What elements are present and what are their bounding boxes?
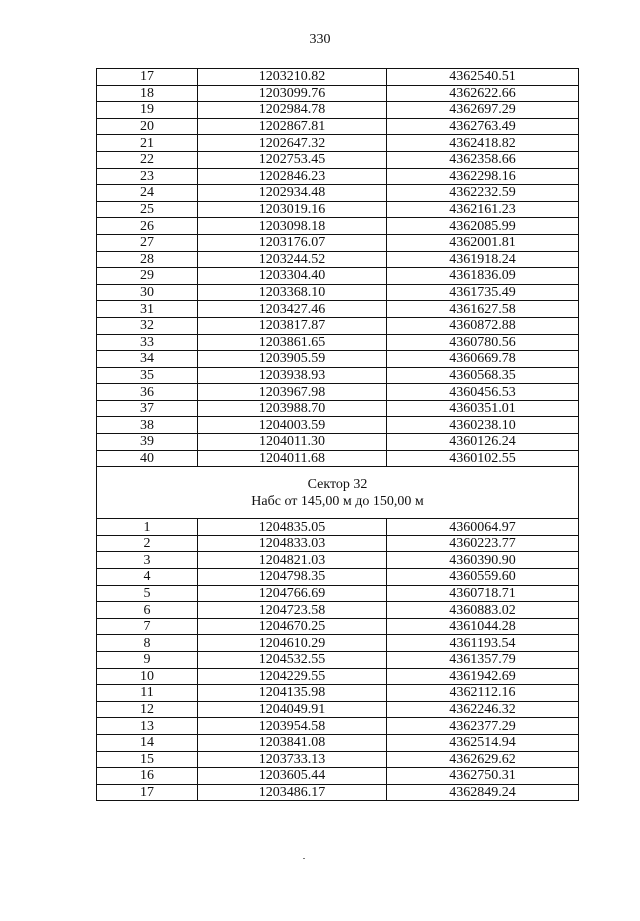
sector-header-cell [97, 467, 579, 519]
y-coordinate-cell: 4360780.56 [387, 334, 579, 351]
point-number-cell: 35 [97, 367, 198, 384]
point-number-cell: 7 [97, 618, 198, 635]
y-coordinate-cell: 4361627.58 [387, 301, 579, 318]
table-row [97, 618, 579, 635]
table-row [97, 434, 579, 451]
y-coordinate-cell: 4360238.10 [387, 417, 579, 434]
x-coordinate-cell: 1204011.30 [198, 434, 387, 451]
y-coordinate-cell: 4360883.02 [387, 602, 579, 619]
point-number-cell: 23 [97, 168, 198, 185]
coordinates-table-body [97, 69, 579, 801]
y-coordinate-cell: 4362418.82 [387, 135, 579, 152]
x-coordinate-cell: 1203019.16 [198, 201, 387, 218]
scan-speck [303, 858, 305, 859]
table-row [97, 367, 579, 384]
point-number-cell: 9 [97, 652, 198, 669]
point-number-cell: 14 [97, 734, 198, 751]
y-coordinate-cell: 4362085.99 [387, 218, 579, 235]
x-coordinate-cell: 1202846.23 [198, 168, 387, 185]
y-coordinate-cell: 4362001.81 [387, 234, 579, 251]
point-number-cell: 3 [97, 552, 198, 569]
table-row [97, 400, 579, 417]
x-coordinate-cell: 1203099.76 [198, 85, 387, 102]
y-coordinate-cell: 4362697.29 [387, 102, 579, 119]
x-coordinate-cell: 1203967.98 [198, 384, 387, 401]
table-row [97, 519, 579, 536]
y-coordinate-cell: 4361942.69 [387, 668, 579, 685]
coordinates-table [96, 68, 579, 801]
point-number-cell: 40 [97, 450, 198, 467]
point-number-cell: 11 [97, 685, 198, 702]
x-coordinate-cell: 1202984.78 [198, 102, 387, 119]
point-number-cell: 37 [97, 400, 198, 417]
x-coordinate-cell: 1203938.93 [198, 367, 387, 384]
point-number-cell: 8 [97, 635, 198, 652]
point-number-cell: 19 [97, 102, 198, 119]
x-coordinate-cell: 1203098.18 [198, 218, 387, 235]
table-row [97, 384, 579, 401]
y-coordinate-cell: 4362232.59 [387, 185, 579, 202]
y-coordinate-cell: 4360390.90 [387, 552, 579, 569]
point-number-cell: 21 [97, 135, 198, 152]
point-number-cell: 5 [97, 585, 198, 602]
x-coordinate-cell: 1204610.29 [198, 635, 387, 652]
point-number-cell: 38 [97, 417, 198, 434]
point-number-cell: 17 [97, 69, 198, 86]
x-coordinate-cell: 1203427.46 [198, 301, 387, 318]
x-coordinate-cell: 1202753.45 [198, 151, 387, 168]
x-coordinate-cell: 1203486.17 [198, 784, 387, 801]
x-coordinate-cell: 1204229.55 [198, 668, 387, 685]
y-coordinate-cell: 4360351.01 [387, 400, 579, 417]
y-coordinate-cell: 4360872.88 [387, 317, 579, 334]
x-coordinate-cell: 1203905.59 [198, 351, 387, 368]
x-coordinate-cell: 1203304.40 [198, 268, 387, 285]
table-row [97, 118, 579, 135]
table-row [97, 602, 579, 619]
table-row [97, 301, 579, 318]
table-row [97, 652, 579, 669]
y-coordinate-cell: 4362161.23 [387, 201, 579, 218]
y-coordinate-cell: 4360456.53 [387, 384, 579, 401]
x-coordinate-cell: 1203954.58 [198, 718, 387, 735]
table-row [97, 284, 579, 301]
table-row [97, 85, 579, 102]
table-row [97, 734, 579, 751]
y-coordinate-cell: 4362849.24 [387, 784, 579, 801]
point-number-cell: 17 [97, 784, 198, 801]
table-row [97, 351, 579, 368]
table-row [97, 751, 579, 768]
point-number-cell: 20 [97, 118, 198, 135]
table-row [97, 69, 579, 86]
y-coordinate-cell: 4362112.16 [387, 685, 579, 702]
table-row [97, 251, 579, 268]
table-row [97, 185, 579, 202]
table-row [97, 450, 579, 467]
point-number-cell: 26 [97, 218, 198, 235]
x-coordinate-cell: 1203605.44 [198, 768, 387, 785]
point-number-cell: 27 [97, 234, 198, 251]
y-coordinate-cell: 4360102.55 [387, 450, 579, 467]
y-coordinate-cell: 4362246.32 [387, 701, 579, 718]
table-row [97, 135, 579, 152]
x-coordinate-cell: 1204723.58 [198, 602, 387, 619]
table-row [97, 168, 579, 185]
table-row [97, 685, 579, 702]
x-coordinate-cell: 1204821.03 [198, 552, 387, 569]
y-coordinate-cell: 4360126.24 [387, 434, 579, 451]
y-coordinate-cell: 4362358.66 [387, 151, 579, 168]
x-coordinate-cell: 1204011.68 [198, 450, 387, 467]
point-number-cell: 12 [97, 701, 198, 718]
y-coordinate-cell: 4360223.77 [387, 535, 579, 552]
x-coordinate-cell: 1202867.81 [198, 118, 387, 135]
y-coordinate-cell: 4362298.16 [387, 168, 579, 185]
page-number: 330 [309, 32, 331, 47]
point-number-cell: 4 [97, 569, 198, 586]
x-coordinate-cell: 1203176.07 [198, 234, 387, 251]
y-coordinate-cell: 4360669.78 [387, 351, 579, 368]
point-number-cell: 36 [97, 384, 198, 401]
x-coordinate-cell: 1203244.52 [198, 251, 387, 268]
x-coordinate-cell: 1204670.25 [198, 618, 387, 635]
x-coordinate-cell: 1204798.35 [198, 569, 387, 586]
point-number-cell: 39 [97, 434, 198, 451]
table-row [97, 768, 579, 785]
x-coordinate-cell: 1203817.87 [198, 317, 387, 334]
y-coordinate-cell: 4362514.94 [387, 734, 579, 751]
point-number-cell: 1 [97, 519, 198, 536]
table-row [97, 552, 579, 569]
point-number-cell: 34 [97, 351, 198, 368]
y-coordinate-cell: 4362377.29 [387, 718, 579, 735]
x-coordinate-cell: 1203988.70 [198, 400, 387, 417]
x-coordinate-cell: 1204049.91 [198, 701, 387, 718]
x-coordinate-cell: 1203861.65 [198, 334, 387, 351]
y-coordinate-cell: 4361044.28 [387, 618, 579, 635]
point-number-cell: 33 [97, 334, 198, 351]
y-coordinate-cell: 4362629.62 [387, 751, 579, 768]
y-coordinate-cell: 4362622.66 [387, 85, 579, 102]
point-number-cell: 18 [97, 85, 198, 102]
table-row [97, 635, 579, 652]
x-coordinate-cell: 1203368.10 [198, 284, 387, 301]
table-row [97, 268, 579, 285]
x-coordinate-cell: 1204003.59 [198, 417, 387, 434]
point-number-cell: 13 [97, 718, 198, 735]
table-row [97, 417, 579, 434]
point-number-cell: 2 [97, 535, 198, 552]
x-coordinate-cell: 1204135.98 [198, 685, 387, 702]
y-coordinate-cell: 4361836.09 [387, 268, 579, 285]
sector-header-row [97, 467, 579, 519]
table-row [97, 585, 579, 602]
y-coordinate-cell: 4360718.71 [387, 585, 579, 602]
y-coordinate-cell: 4360559.60 [387, 569, 579, 586]
point-number-cell: 29 [97, 268, 198, 285]
point-number-cell: 15 [97, 751, 198, 768]
x-coordinate-cell: 1204532.55 [198, 652, 387, 669]
table-row [97, 701, 579, 718]
point-number-cell: 28 [97, 251, 198, 268]
table-row [97, 718, 579, 735]
x-coordinate-cell: 1204833.03 [198, 535, 387, 552]
point-number-cell: 30 [97, 284, 198, 301]
table-row [97, 218, 579, 235]
x-coordinate-cell: 1203733.13 [198, 751, 387, 768]
point-number-cell: 24 [97, 185, 198, 202]
table-row [97, 234, 579, 251]
point-number-cell: 6 [97, 602, 198, 619]
y-coordinate-cell: 4362540.51 [387, 69, 579, 86]
sector-title: Сектор 32 [307, 476, 368, 492]
point-number-cell: 32 [97, 317, 198, 334]
x-coordinate-cell: 1202647.32 [198, 135, 387, 152]
point-number-cell: 22 [97, 151, 198, 168]
y-coordinate-cell: 4361193.54 [387, 635, 579, 652]
table-row [97, 334, 579, 351]
x-coordinate-cell: 1203210.82 [198, 69, 387, 86]
y-coordinate-cell: 4360568.35 [387, 367, 579, 384]
table-row [97, 317, 579, 334]
point-number-cell: 31 [97, 301, 198, 318]
x-coordinate-cell: 1202934.48 [198, 185, 387, 202]
table-row [97, 569, 579, 586]
y-coordinate-cell: 4362750.31 [387, 768, 579, 785]
y-coordinate-cell: 4361735.49 [387, 284, 579, 301]
y-coordinate-cell: 4360064.97 [387, 519, 579, 536]
y-coordinate-cell: 4362763.49 [387, 118, 579, 135]
sector-altitude-range: Набс от 145,00 м до 150,00 м [251, 493, 424, 509]
table-row [97, 201, 579, 218]
table-row [97, 151, 579, 168]
table-row [97, 668, 579, 685]
point-number-cell: 10 [97, 668, 198, 685]
x-coordinate-cell: 1204835.05 [198, 519, 387, 536]
point-number-cell: 16 [97, 768, 198, 785]
x-coordinate-cell: 1203841.08 [198, 734, 387, 751]
table-row [97, 784, 579, 801]
y-coordinate-cell: 4361357.79 [387, 652, 579, 669]
point-number-cell: 25 [97, 201, 198, 218]
table-row [97, 102, 579, 119]
table-row [97, 535, 579, 552]
x-coordinate-cell: 1204766.69 [198, 585, 387, 602]
y-coordinate-cell: 4361918.24 [387, 251, 579, 268]
